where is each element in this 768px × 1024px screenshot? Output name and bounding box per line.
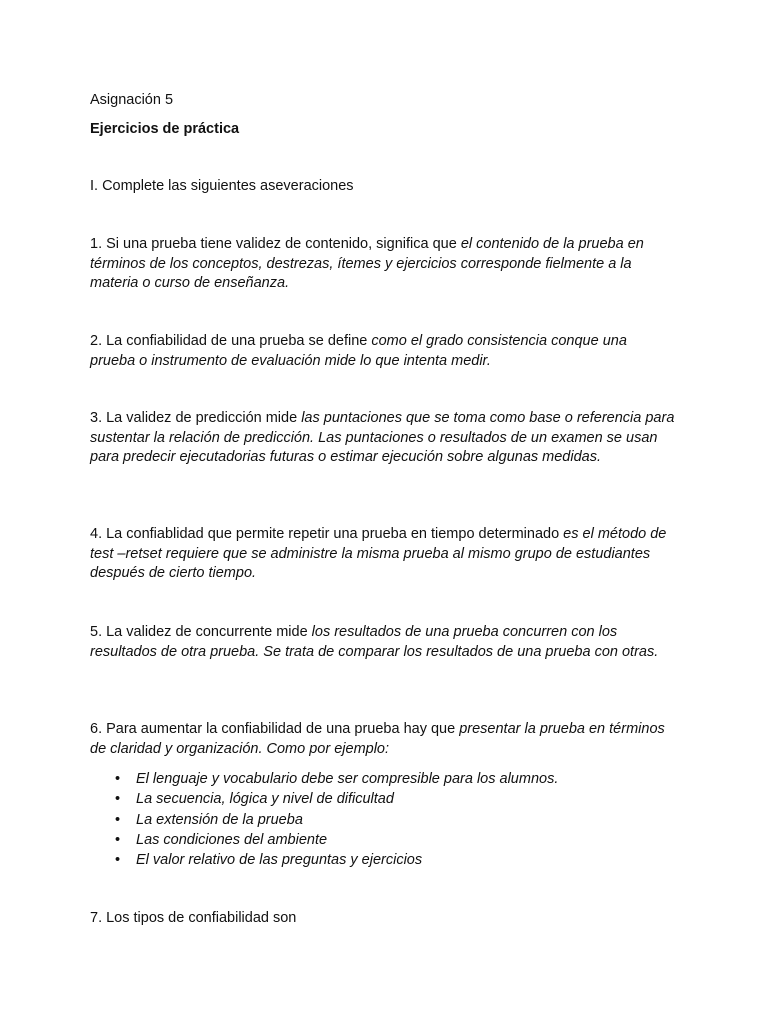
- question-1: [90, 235, 676, 294]
- document-title: Ejercicios de práctica: [90, 121, 240, 137]
- question-3-answer: las puntaciones que se toma como base o referencia para sustentar la relación de predicción. Las puntaciones o resultados de un examen se usan para predecir ejecutadorias futuras o estimar ejecución sobre algunas medidas.: [90, 410, 675, 465]
- bullet-icon: •: [115, 771, 121, 787]
- question-5: [90, 623, 676, 662]
- question-3-prompt: 3. La validez de predicción mide: [90, 410, 302, 426]
- bullet-icon: •: [115, 791, 121, 808]
- question-7: 7. Los tipos de confiabilidad son: [90, 910, 297, 926]
- question-6: [90, 720, 676, 759]
- list-item: • El lenguaje y vocabulario debe ser compresible para los alumnos.: [90, 769, 676, 789]
- question-2: [90, 332, 676, 371]
- question-2-prompt: 2. La confiabilidad de una prueba se define: [90, 333, 372, 349]
- question-4: [90, 525, 676, 584]
- assignment-label: Asignación 5: [90, 92, 174, 108]
- bullet-icon: •: [115, 852, 121, 869]
- question-5-answer: los resultados de una prueba concurren con los resultados de otra prueba. Se trata de comparar los resultados de una prueba con otras.: [90, 624, 659, 660]
- list-item: • La extensión de la prueba: [90, 810, 676, 830]
- section-heading: I. Complete las siguientes aseveraciones: [90, 178, 354, 194]
- question-4-prompt: 4. La confiablidad que permite repetir una prueba en tiempo determinado: [90, 526, 564, 542]
- question-3: [90, 409, 676, 468]
- list-item: • El valor relativo de las preguntas y ejercicios: [90, 850, 676, 870]
- bullet-list: [90, 769, 676, 870]
- list-item: • Las condiciones del ambiente: [90, 830, 676, 850]
- question-1-prompt: 1. Si una prueba tiene validez de contenido, significa que: [90, 236, 461, 252]
- question-6-answer: presentar la prueba en términos de claridad y organización. Como por ejemplo:: [90, 721, 665, 757]
- question-1-answer: el contenido de la prueba en términos de los conceptos, destrezas, ítemes y ejercicios corresponde fielmente a la materia o curso de enseñanza.: [90, 236, 644, 291]
- question-4-answer: es el método de test –retset requiere que se administre la misma prueba al mismo grupo de estudiantes después de cierto tiempo.: [90, 526, 667, 581]
- list-item: • La secuencia, lógica y nivel de dificultad: [90, 789, 676, 809]
- question-2-answer: como el grado consistencia conque una prueba o instrumento de evaluación mide lo que intenta medir.: [90, 333, 627, 369]
- bullet-icon: •: [115, 831, 121, 848]
- question-6-prompt: 6. Para aumentar la confiabilidad de una prueba hay que: [90, 721, 460, 737]
- bullet-icon: •: [115, 811, 121, 828]
- question-5-prompt: 5. La validez de concurrente mide: [90, 624, 312, 640]
